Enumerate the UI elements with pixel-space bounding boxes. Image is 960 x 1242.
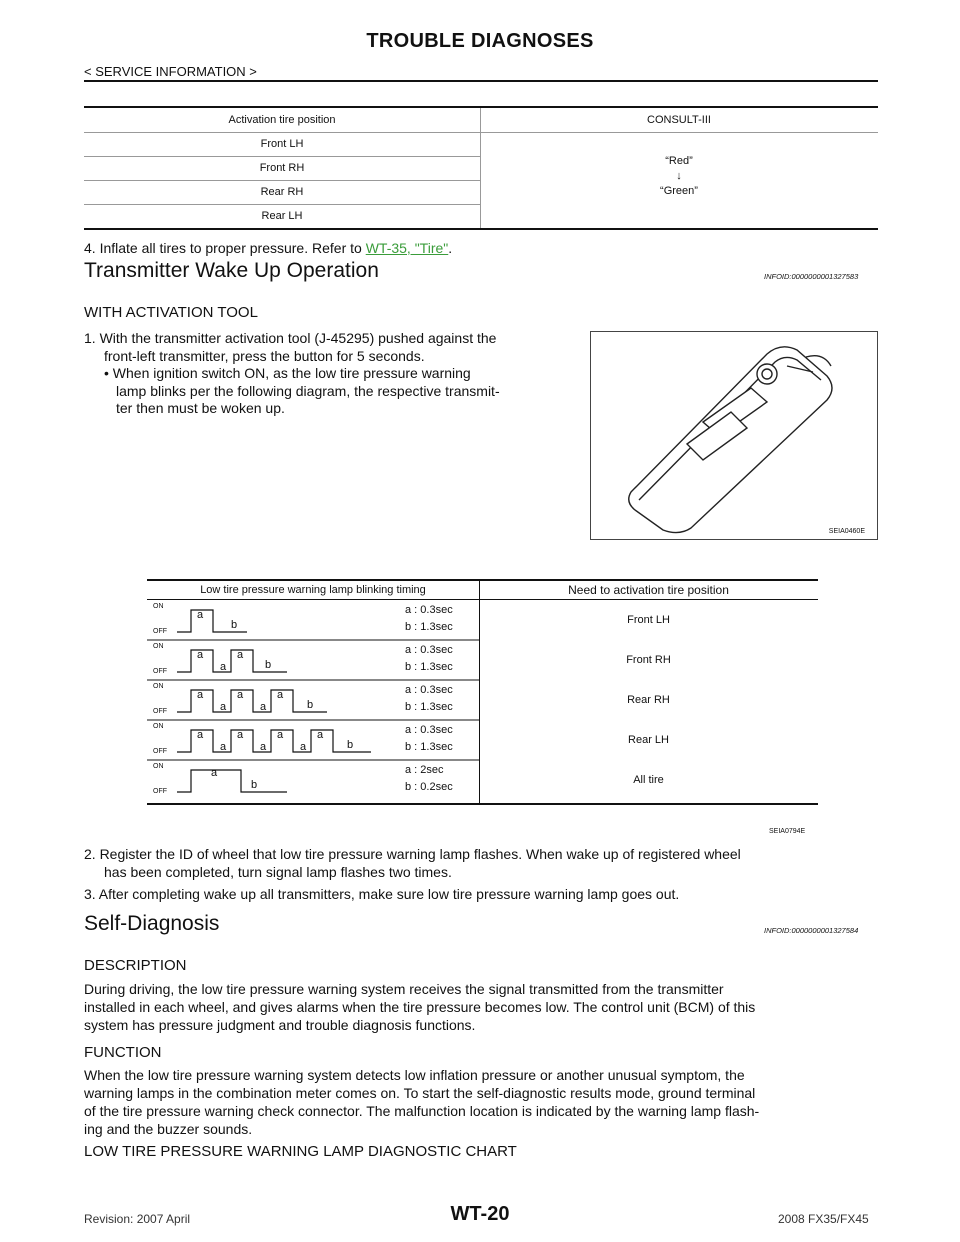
step-2: 2. Register the ID of wheel that low tire pressure warning lamp flashes. When wake up of registered wheel has been completed, turn signal lamp flashes two times. — [84, 846, 741, 880]
section-title-wake-up: Transmitter Wake Up Operation — [84, 259, 379, 282]
info-id: INFOID:0000000001327584 — [764, 926, 859, 935]
blink-timing-table — [147, 579, 818, 805]
table-row: ON OFF a b a : 0.3sec b : 1.3sec Front LH — [153, 603, 670, 635]
section-breadcrumb: < SERVICE INFORMATION > — [84, 64, 257, 79]
consult-result: “Red” ↓ “Green” — [480, 154, 878, 199]
page-title: TROUBLE DIAGNOSES — [366, 30, 594, 52]
table-row: Rear LH — [261, 210, 303, 222]
revision: Revision: 2007 April — [84, 1212, 191, 1226]
table-bottom-rule — [84, 228, 878, 230]
subhead-description: DESCRIPTION — [84, 957, 187, 974]
activation-tool-icon — [591, 332, 877, 539]
subhead-diagnostic-chart: LOW TIRE PRESSURE WARNING LAMP DIAGNOSTIC CHART — [84, 1143, 517, 1160]
image-code: SEIA0460E — [828, 528, 865, 535]
page-number: WT-20 — [450, 1203, 510, 1225]
subhead-activation-tool: WITH ACTIVATION TOOL — [84, 304, 258, 321]
step-1: 1. With the transmitter activation tool (J-45295) pushed against the front-left transmitter, press the button for 5 seconds. • When ignition switch ON, as the low tire pressure warning lamp blinks per the following diagram, the respective transmit- ter then must be woken up. — [84, 330, 500, 416]
section-title-self-diagnosis: Self-Diagnosis — [84, 912, 220, 935]
subhead-function: FUNCTION — [84, 1044, 162, 1061]
model-name: 2008 FX35/FX45 — [778, 1212, 869, 1226]
table-row: Rear RH — [260, 186, 304, 198]
table-row: Front LH — [260, 138, 304, 150]
activation-tool-image — [590, 331, 878, 540]
table-row: ON OFF a b a : 2sec b : 0.2sec All tire — [153, 763, 664, 795]
image-code: SEIA0794E — [769, 828, 806, 835]
table-row: ON OFF a a a a a b a : 0.3sec b : 1.3sec Rear RH — [153, 683, 670, 715]
step-4: 4. Inflate all tires to proper pressure. Refer to WT-35, "Tire". — [84, 240, 453, 256]
description-paragraph: During driving, the low tire pressure warning system receives the signal transmitted from the transmitter installed in each wheel, and gives alarms when the tire pressure becomes low. The control unit (BCM) of this system has pressure judgment and trouble diagnosis functions. — [84, 981, 756, 1033]
col-header-timing: Low tire pressure warning lamp blinking timing — [200, 584, 426, 596]
activation-table — [84, 106, 878, 230]
info-id: INFOID:0000000001327583 — [764, 272, 859, 281]
col-header-position: Activation tire position — [228, 114, 336, 126]
col-header-position: Need to activation tire position — [568, 583, 729, 597]
step-3: 3. After completing wake up all transmitters, make sure low tire pressure warning lamp goes out. — [84, 886, 680, 902]
header-rule — [84, 80, 878, 82]
function-paragraph: When the low tire pressure warning system detects low inflation pressure or another unusual symptom, the warning lamps in the combination meter comes on. To start the self-diagnostic results mode, ground terminal of the tire pressure warning check connector. The malfunction location is indicated by the warning lamp flash- ing and the buzzer sounds. — [84, 1067, 760, 1137]
table-row: ON OFF a a a a a a a b a : 0.3sec b : 1.3sec Rear LH — [153, 723, 669, 755]
tire-spec-link[interactable]: WT-35, "Tire" — [365, 240, 449, 256]
down-arrow-icon: ↓ — [676, 170, 682, 182]
col-header-consult: CONSULT-III — [647, 114, 711, 126]
table-row: Front RH — [259, 162, 305, 174]
table-row: ON OFF a a a b a : 0.3sec b : 1.3sec Front RH — [153, 643, 671, 675]
